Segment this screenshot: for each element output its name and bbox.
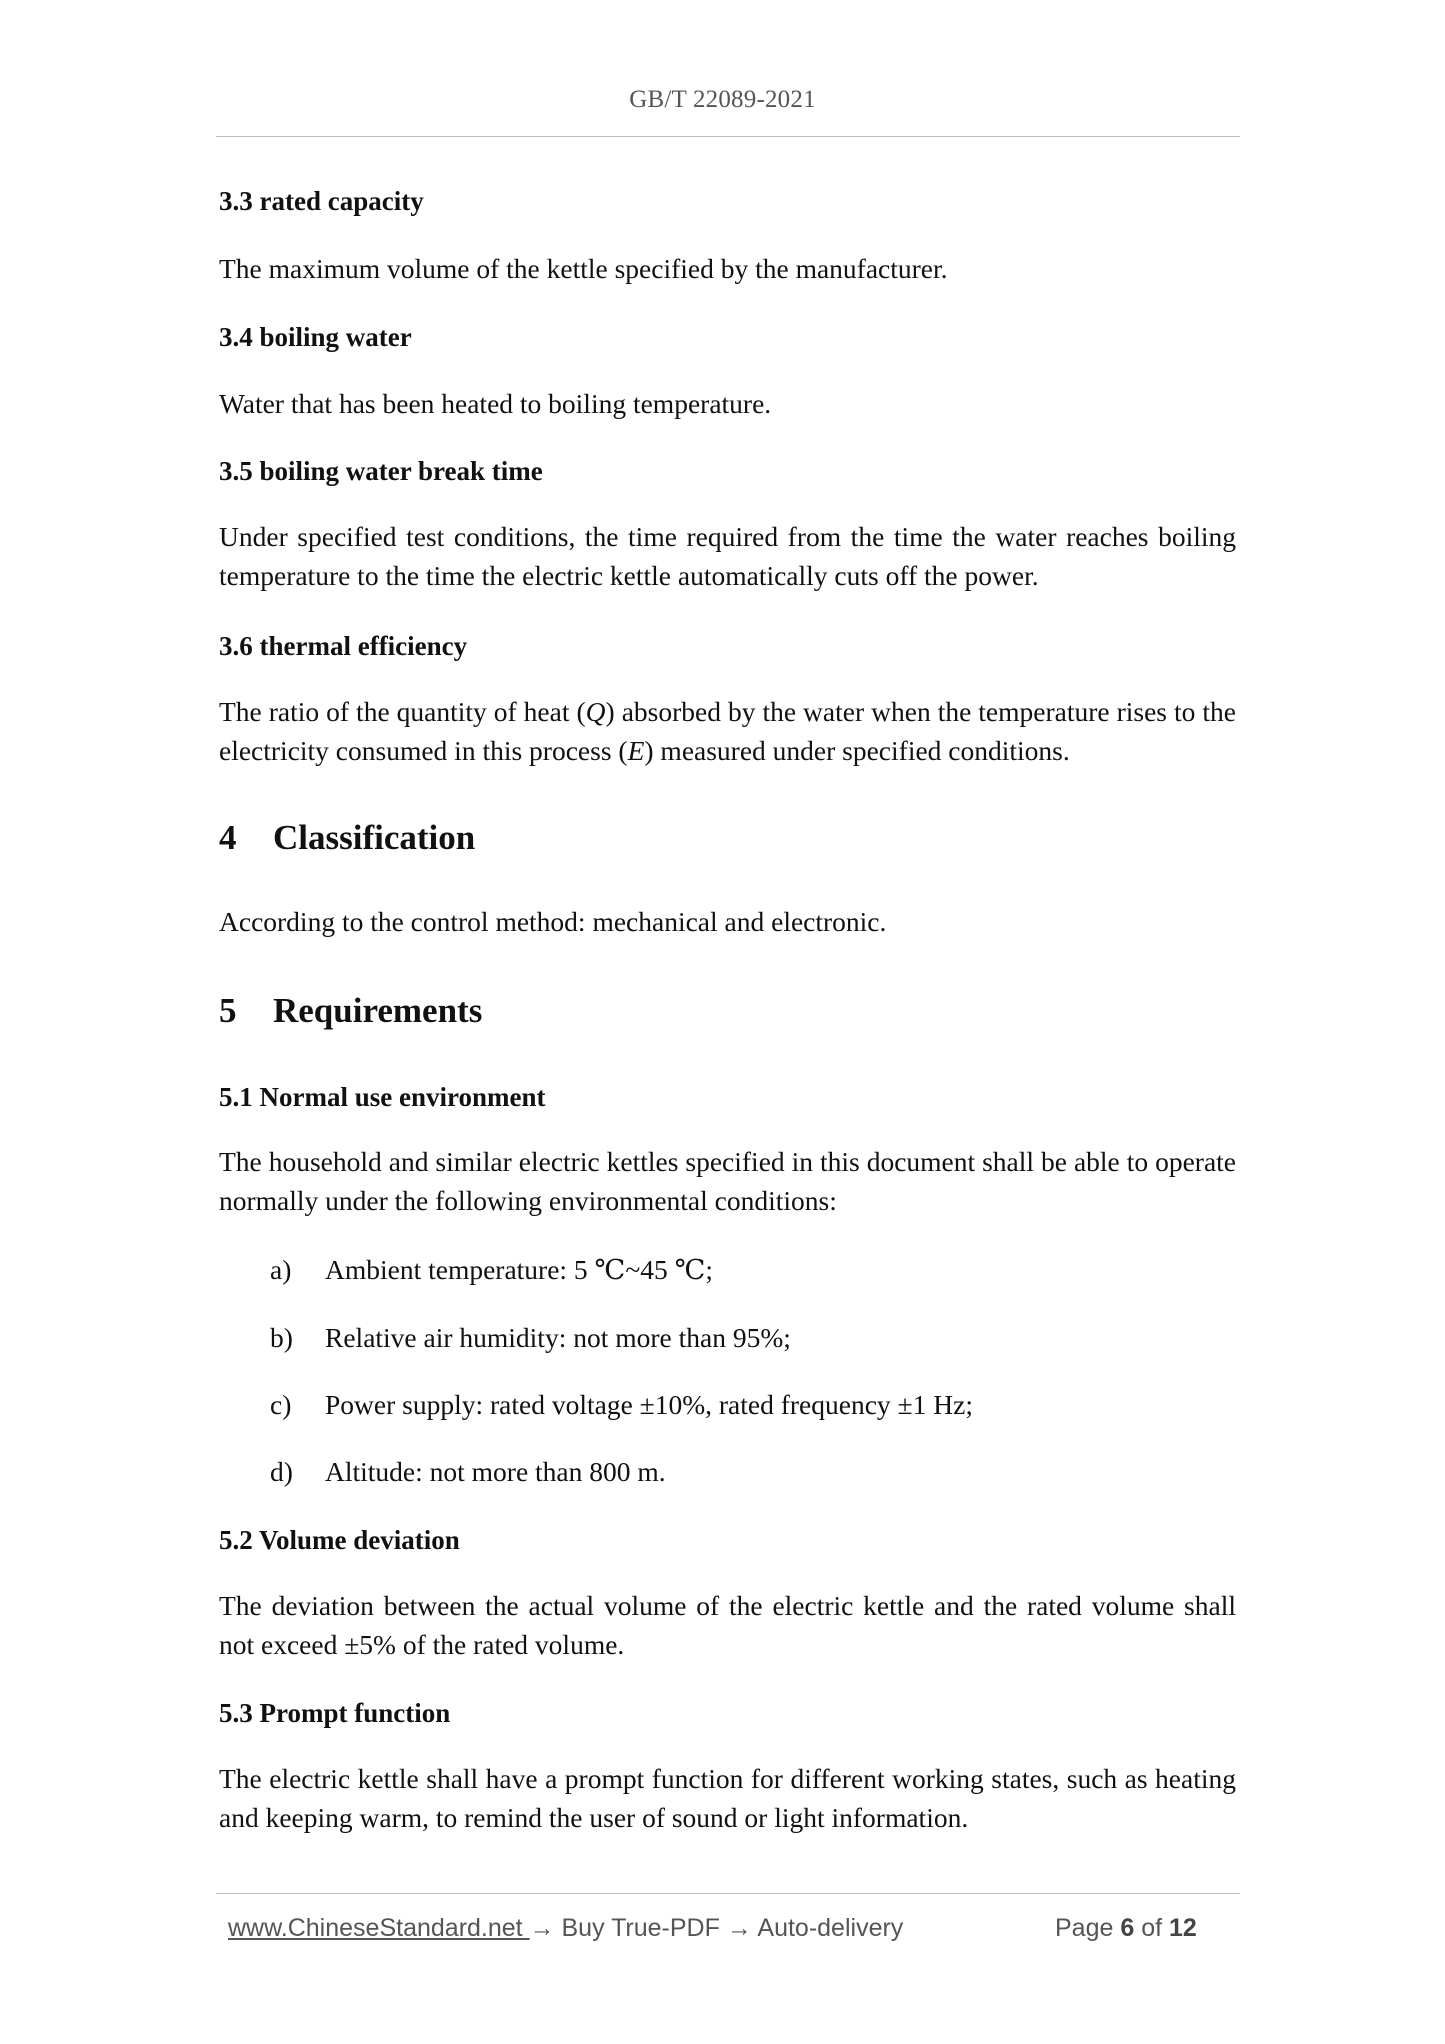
list-marker: a): [270, 1254, 292, 1285]
list-item: [270, 1456, 666, 1488]
list-item: [270, 1389, 973, 1421]
section-3-3-heading: 3.3 rated capacity: [219, 186, 424, 216]
list-text: Power supply: rated voltage ±10%, rated frequency ±1 Hz;: [325, 1389, 973, 1420]
chapter-5-number: 5: [219, 991, 237, 1030]
section-3-5-heading: 3.5 boiling water break time: [219, 456, 543, 486]
chapter-4-number: 4: [219, 818, 237, 857]
chapter-5-heading: [219, 991, 482, 1031]
list-text: Altitude: not more than 800 m.: [325, 1456, 666, 1487]
chapter-4-title: Classification: [273, 818, 476, 857]
section-5-2-body: The deviation between the actual volume of the electric kettle and the rated volume shall not exceed ±5% of the rated volume.: [219, 1590, 1236, 1660]
auto-delivery-text: Auto-delivery: [751, 1914, 904, 1942]
list-text: Ambient temperature: 5 ℃~45 ℃;: [325, 1254, 713, 1285]
symbol-e: E: [627, 734, 645, 766]
list-marker: c): [270, 1389, 292, 1420]
section-3-5-body: Under specified test conditions, the time required from the time the water reaches boiling temperature to the time the electric kettle automatically cuts off the power.: [219, 521, 1236, 591]
section-3-6-body: [219, 693, 1236, 770]
chapter-5-title: Requirements: [273, 991, 483, 1030]
section-3-3-body: The maximum volume of the kettle specified by the manufacturer.: [219, 253, 948, 284]
section-5-2-heading: 5.2 Volume deviation: [219, 1525, 460, 1555]
page-total: 12: [1169, 1914, 1197, 1942]
buy-pdf-text: Buy True-PDF: [554, 1914, 727, 1942]
section-3-4-body: Water that has been heated to boiling temperature.: [219, 388, 772, 419]
page-current: 6: [1120, 1914, 1135, 1942]
footer-divider: [216, 1893, 1240, 1894]
header-divider: [216, 136, 1240, 137]
document-id-header: GB/T 22089-2021: [629, 86, 816, 113]
section-3-6-heading: 3.6 thermal efficiency: [219, 631, 468, 661]
chapter-4-heading: [219, 818, 475, 858]
chapter-4-body: According to the control method: mechanical and electronic.: [219, 906, 887, 937]
section-5-1-body: The household and similar electric kettles specified in this document shall be able to operate normally under the following environmental conditions:: [219, 1146, 1236, 1216]
website-link[interactable]: www.ChineseStandard.net: [228, 1914, 530, 1942]
section-5-3-body: The electric kettle shall have a prompt function for different working states, such as heating and keeping warm, to remind the user of sound or light information.: [219, 1763, 1236, 1833]
section-3-6-body-part-c: ) measured under specified conditions.: [644, 734, 1070, 766]
list-item: [270, 1322, 791, 1354]
list-item: [270, 1254, 713, 1286]
arrow-right-icon: →: [726, 1914, 752, 1942]
section-5-1-heading: 5.1 Normal use environment: [219, 1082, 546, 1112]
symbol-q: Q: [585, 696, 606, 727]
page-number: [1055, 1914, 1197, 1943]
arrow-right-icon: →: [529, 1914, 555, 1942]
page-label: Page: [1055, 1914, 1121, 1942]
list-marker: d): [270, 1456, 293, 1487]
section-3-6-body-part-a: The ratio of the quantity of heat (: [219, 696, 586, 727]
section-3-6-body-part-b: ) absorbed by the water when the temperature rises to the electricity consumed in this process (: [219, 696, 1236, 766]
list-text: Relative air humidity: not more than 95%;: [325, 1322, 791, 1353]
list-marker: b): [270, 1322, 293, 1353]
section-5-3-heading: 5.3 Prompt function: [219, 1698, 451, 1728]
footer-promo: [228, 1914, 903, 1943]
page-of: of: [1134, 1914, 1169, 1942]
section-3-4-heading: 3.4 boiling water: [219, 322, 412, 352]
